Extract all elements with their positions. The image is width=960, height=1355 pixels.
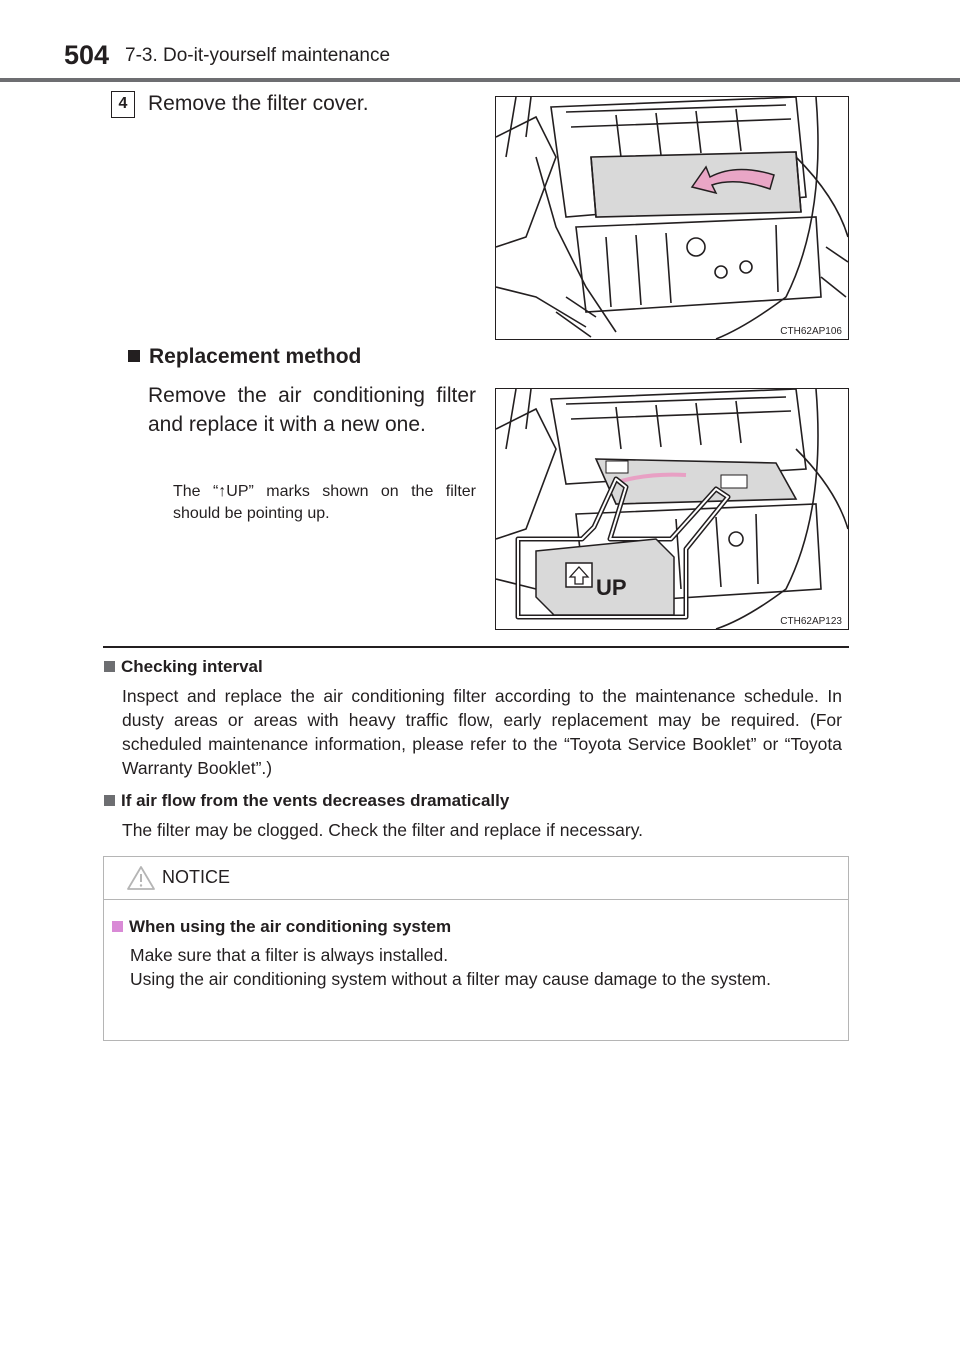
square-bullet-icon bbox=[104, 795, 115, 806]
air-flow-body: The filter may be clogged. Check the filter and replace if necessary. bbox=[122, 820, 644, 840]
section-divider bbox=[103, 646, 849, 648]
checking-interval-body: Inspect and replace the air conditioning filter according to the maintenance schedule. In dusty areas or areas with heavy traffic flow, early replacement may be required. (For scheduled maintenance information, please refer to the “Toyota Service Booklet” or “Toyota Warranty Booklet”.) bbox=[122, 686, 842, 778]
notice-subheading-text: When using the air conditioning system bbox=[129, 917, 452, 936]
notice-line-2: Using the air conditioning system without a filter may cause damage to the system. bbox=[130, 969, 771, 989]
air-flow-heading-text: If air flow from the vents decreases dramatically bbox=[121, 791, 510, 810]
figure-code: CTH62AP123 bbox=[780, 616, 842, 627]
section-title: 7-3. Do-it-yourself maintenance bbox=[125, 45, 391, 66]
replacement-method-heading bbox=[128, 345, 361, 369]
up-label: UP bbox=[596, 575, 627, 600]
figure-code: CTH62AP106 bbox=[780, 326, 842, 337]
square-bullet-icon bbox=[104, 661, 115, 672]
up-arrow-icon bbox=[566, 563, 592, 587]
notice-subheading bbox=[112, 917, 451, 937]
filter-cover-illustration bbox=[496, 97, 848, 339]
checking-interval-heading-text: Checking interval bbox=[121, 657, 263, 676]
air-flow-heading bbox=[104, 791, 509, 811]
figure-filter-cover bbox=[495, 96, 849, 340]
notice-box bbox=[103, 856, 849, 1041]
step-text: Remove the filter cover. bbox=[148, 92, 369, 115]
checking-interval-heading bbox=[104, 657, 263, 677]
notice-title: NOTICE bbox=[162, 867, 231, 887]
step-number-box: 4 bbox=[111, 91, 135, 118]
replacement-method-note: The “↑UP” marks shown on the filter should be pointing up. bbox=[173, 483, 476, 522]
notice-line-1: Make sure that a filter is always installed. bbox=[130, 945, 449, 965]
square-bullet-icon bbox=[112, 921, 123, 932]
header-rule bbox=[0, 78, 960, 82]
replacement-method-text: Remove the air conditioning filter and replace it with a new one. bbox=[148, 384, 476, 436]
warning-triangle-icon bbox=[126, 865, 156, 891]
filter-replacement-illustration bbox=[496, 389, 848, 629]
square-bullet-icon bbox=[128, 350, 140, 362]
notice-header bbox=[104, 857, 848, 900]
figure-filter-replacement bbox=[495, 388, 849, 630]
replacement-method-heading-text: Replacement method bbox=[149, 345, 362, 368]
page-number: 504 bbox=[64, 40, 110, 70]
